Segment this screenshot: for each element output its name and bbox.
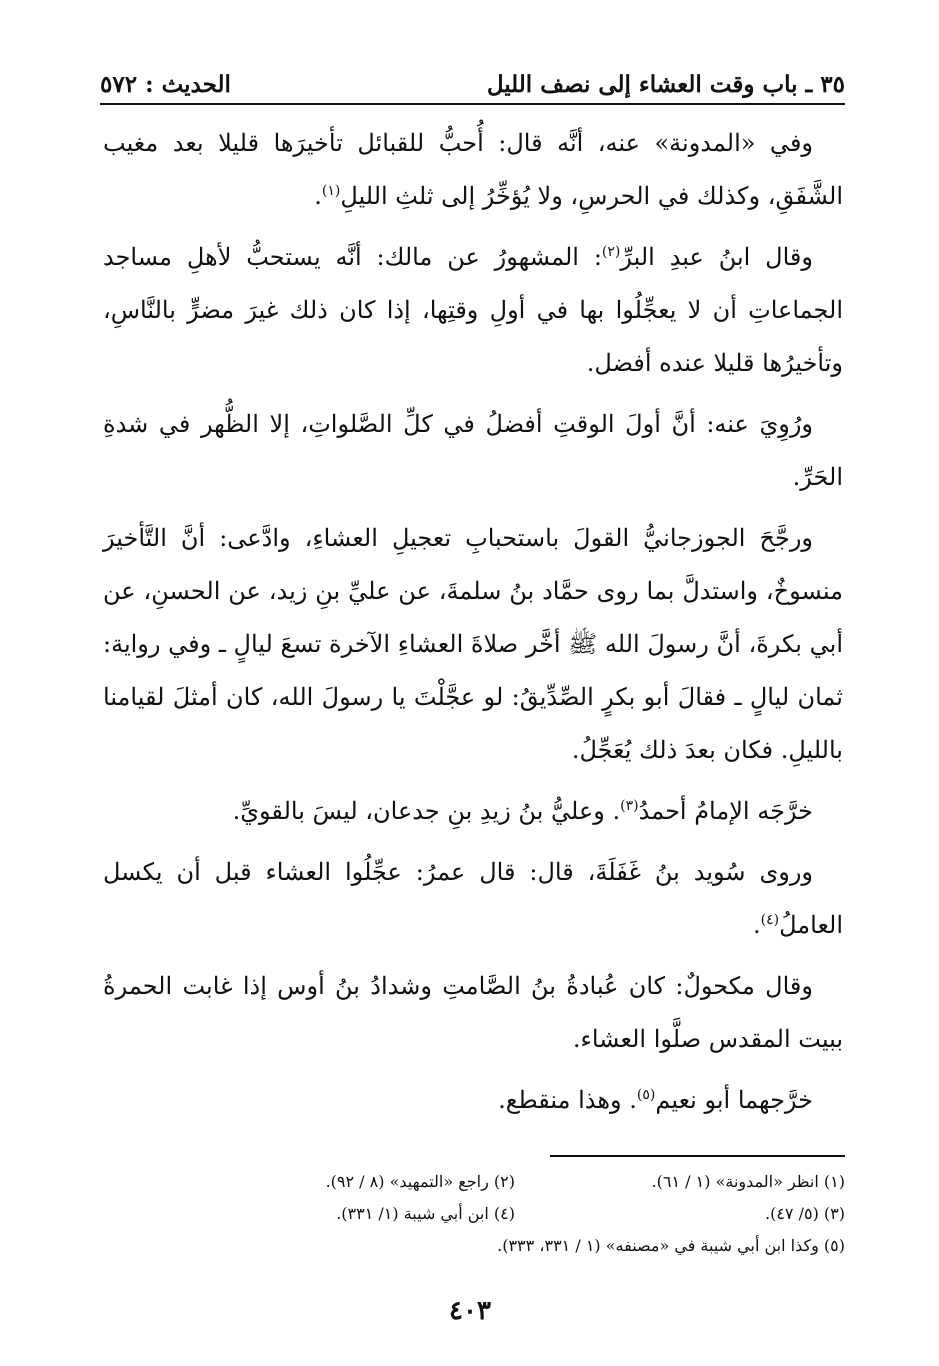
footnote-row	[150, 1166, 845, 1198]
footnote-ref: (٢)	[601, 244, 621, 260]
footnote-ref: (٤)	[760, 912, 780, 928]
paragraph: خرَّجَه الإمامُ أحمدُ$^{(٣)}$. وعليُّ بنُ زيدِ بنِ جدعان، ليسَ بالقويِّ.	[232, 797, 813, 825]
paragraph: ورجَّحَ الجوزجانيُّ القولَ باستحبابِ تعجيلِ العشاءِ، وادَّعى: أنَّ التَّأخيرَ منسوخٌ، واستدلَّ بما روى حمَّاد بنُ سلمةَ، عن عليِّ بنِ زيد، عن الحسنِ، عن أبي بكرةَ، أنَّ رسولَ الله ﷺ أخَّر صلاةَ العشاءِ الآخرة تسعَ ليالٍ ـ وفي رواية: ثمان ليالٍ ـ فقالَ أبو بكرٍ الصِّدِّيقُ: لو عجَّلْتَ يا رسولَ الله، كان أمثلَ لقيامنا بالليلِ. فكان بعدَ ذلك يُعَجِّلُ.	[103, 524, 843, 764]
footnote-row	[150, 1198, 845, 1230]
paragraph: وقال مكحولٌ: كان عُبادةُ بنُ الصَّامتِ وشدادُ بنُ أوس إذا غابت الحمرةُ ببيت المقدس صلَّوا العشاء.	[103, 972, 843, 1053]
paragraph: وروى سُويد بنُ غَفَلَةَ، قال: قال عمرُ: عجِّلُوا العشاء قبل أن يكسل العاملُ$^{(٤)}$.	[103, 858, 843, 939]
footnote-4: (٤) ابن أبي شيبة (١/ ٣٣١).	[336, 1204, 515, 1223]
main-text	[103, 117, 843, 1135]
paragraph: وقال ابنُ عبدِ البرِّ$^{(٢)}$: المشهورُ عن مالك: أنَّه يستحبُّ لأهلِ مساجد الجماعاتِ أن لا يعجِّلُوا بها في أولِ وقتِها، إذا كان ذلك غيرَ مضرٍّ بالنَّاسِ، وتأخيرُها قليلا عنده أفضل.	[103, 243, 843, 377]
footnote-ref: (١)	[321, 183, 341, 199]
page-number: ٤٠٣	[449, 1296, 491, 1326]
footnote-2: (٢) راجع «التمهيد» (٨ / ٩٢).	[325, 1172, 515, 1191]
running-header	[100, 62, 845, 98]
paragraph: وفي «المدونة» عنه، أنَّه قال: أُحبُّ للقبائل تأخيرَها قليلا بعد مغيب الشَّفَقِ، وكذلك في الحرسِ، ولا يُؤخِّرُ إلى ثلثِ الليلِ$^{(١)}$.	[103, 129, 843, 210]
footnote-divider	[550, 1155, 845, 1157]
hadith-number: الحديث : ٥٧٢	[100, 71, 231, 98]
paragraph: ورُوِيَ عنه: أنَّ أولَ الوقتِ أفضلُ في كلِّ الصَّلواتِ، إلا الظُّهر في شدةِ الحَرِّ.	[103, 410, 843, 491]
footnotes	[150, 1166, 845, 1262]
footnote-ref: (٣)	[620, 798, 639, 814]
footnote-5: (٥) وكذا ابن أبي شيبة في «مصنفه» (١ / ٣٣١، ٣٣٣).	[497, 1236, 845, 1255]
footnote-ref: (٥)	[636, 1087, 656, 1103]
chapter-title: ٣٥ ـ باب وقت العشاء إلى نصف الليل	[486, 71, 845, 98]
paragraph: خرَّجهما أبو نعيم$^{(٥)}$. وهذا منقطع.	[498, 1086, 813, 1114]
footnote-3: (٣) (٥/ ٤٧).	[764, 1204, 845, 1223]
footnote-1: (١) انظر «المدونة» (١ / ٦١).	[651, 1172, 845, 1191]
header-divider	[100, 103, 845, 105]
footnote-row	[150, 1230, 845, 1262]
